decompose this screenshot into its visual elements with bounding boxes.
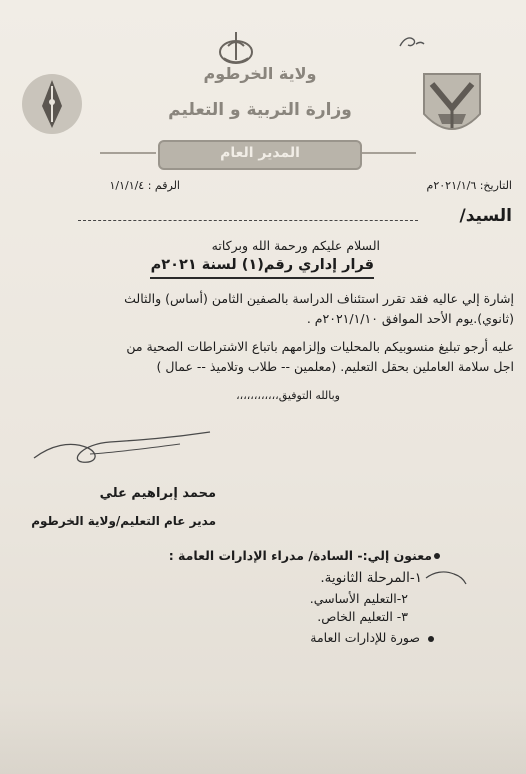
- closing-line: وبالله التوفيق،،،،،،،،،،،،: [236, 389, 340, 402]
- signatory-name: محمد إبراهيم علي: [99, 486, 216, 501]
- distribution-item-2: ٢-التعليم الأساسي.: [309, 591, 408, 606]
- handwritten-tick: [424, 566, 468, 588]
- handwritten-signature: [30, 418, 220, 478]
- office-banner: [158, 140, 362, 170]
- ministry-logo-pen: [20, 72, 84, 136]
- khartoum-state-emblem: [418, 70, 486, 144]
- addressee-line: السيد/: [459, 206, 512, 226]
- header-rule-left: [100, 152, 156, 154]
- distribution-item-1: ١-المرحلة الثانوية.: [320, 570, 422, 586]
- ministry-heading: وزارة التربية و التعليم: [168, 100, 352, 120]
- distribution-item-4: صورة للإدارات العامة: [310, 630, 420, 645]
- document-date: التاريخ: ٢٠٢١/١/٦م: [426, 179, 512, 192]
- body-paragraph-2-line-2: اجل سلامة العاملين بحقل التعليم. (معلمين -- طلاب وتلاميذ -- عمال ): [156, 359, 514, 374]
- body-paragraph-2-line-1: عليه أرجو تبليغ منسوبيكم بالمحليات وإلزامهم باتباع الاشتراطات الصحية من: [126, 339, 514, 354]
- header-rule-right: [360, 152, 416, 154]
- distribution-heading: معنون إلي:- السادة/ مدراء الإدارات العامة :: [168, 548, 432, 563]
- decision-title: قرار إداري رقم(١) لسنة ٢٠٢١م: [150, 257, 374, 273]
- office-heading: المدير العام: [220, 145, 300, 161]
- document-reference: الرقم : ١/١/١/٤: [109, 179, 180, 192]
- addressee-blank: [78, 220, 418, 221]
- title-underline: [150, 277, 374, 279]
- calligraphy-emblem: [214, 28, 258, 68]
- body-paragraph-1-line-1: إشارة إلي عاليه فقد تقرر استئناف الدراسة بالصفين الثامن (أساس) والثالث: [124, 291, 514, 306]
- state-name-heading: ولاية الخرطوم: [203, 64, 317, 83]
- signatory-title: مدير عام التعليم/ولاية الخرطوم: [31, 514, 216, 528]
- footer-band: [0, 700, 526, 774]
- body-paragraph-1-line-2: (ثانوي).يوم الأحد الموافق ٢٠٢١/١/١٠م .: [306, 311, 514, 326]
- distribution-bullet-2: [428, 636, 434, 642]
- greeting: السلام عليكم ورحمة الله وبركاته: [211, 238, 380, 253]
- handwritten-mark: [396, 32, 426, 54]
- distribution-item-3: ٣- التعليم الخاص.: [317, 609, 408, 624]
- distribution-bullet: [434, 553, 440, 559]
